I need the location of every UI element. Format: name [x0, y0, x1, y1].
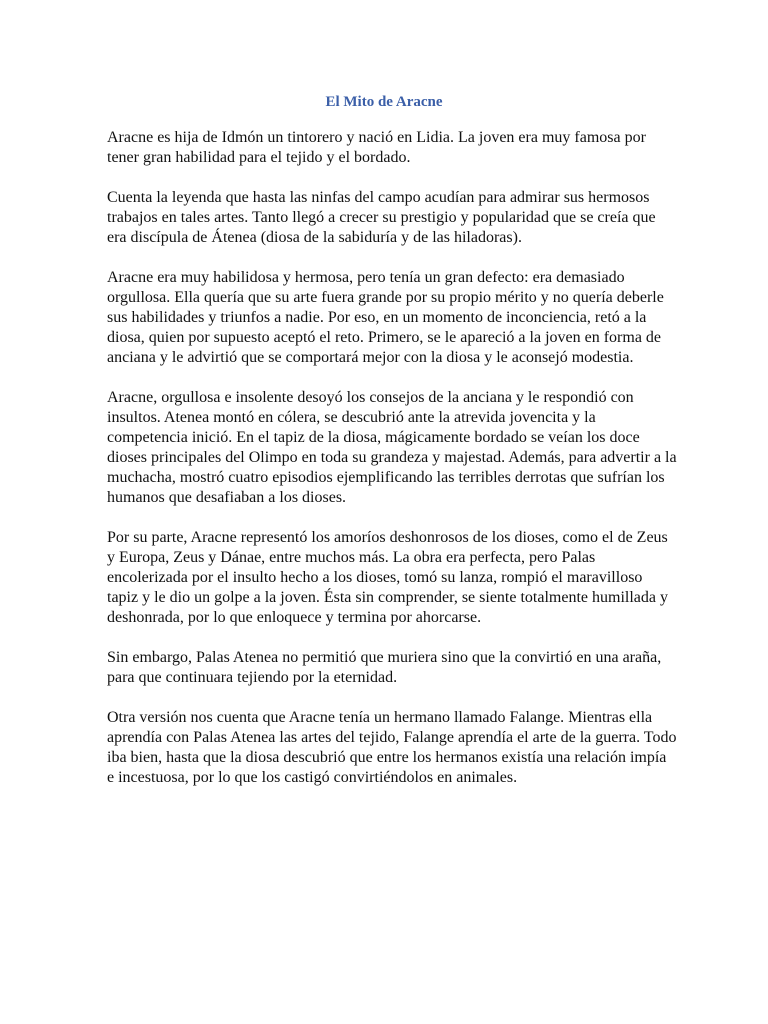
paragraph-6: Sin embargo, Palas Atenea no permitió que muriera sino que la convirtió en una araña, para que continuara tejiendo por la eternidad. — [107, 649, 662, 686]
paragraph-2: Cuenta la leyenda que hasta las ninfas del campo acudían para admirar sus hermosos trabajos en tales artes. Tanto llegó a crecer su prestigio y popularidad que se creía que era discípula de Átenea (diosa de la sabiduría y de las hiladoras). — [107, 189, 656, 246]
paragraph-5: Por su parte, Aracne representó los amoríos deshonrosos de los dioses, como el de Zeus y Europa, Zeus y Dánae, entre muchos más. La obra era perfecta, pero Palas encolerizada por el insulto hecho a los dioses, tomó su lanza, rompió el maravilloso tapiz y le dio un golpe a la joven. Ésta sin comprender, se siente totalmente humillada y deshonrada, por lo que enloquece y termina por ahorcarse. — [107, 529, 668, 626]
paragraph-1: Aracne es hija de Idmón un tintorero y nació en Lidia. La joven era muy famosa por tener gran habilidad para el tejido y el bordado. — [107, 129, 646, 166]
document-title: El Mito de Aracne — [325, 94, 443, 110]
document-body — [107, 128, 677, 808]
paragraph-4: Aracne, orgullosa e insolente desoyó los consejos de la anciana y le respondió con insultos. Atenea montó en cólera, se descubrió ante la atrevida jovencita y la competencia inició. En el tapiz de la diosa, mágicamente bordado se veían los doce dioses principales del Olimpo en toda su grandeza y majestad. Además, para advertir a la muchacha, mostró cuatro episodios ejemplificando las terribles derrotas que sufrían los humanos que desafiaban a los dioses. — [107, 389, 677, 506]
paragraph-7: Otra versión nos cuenta que Aracne tenía un hermano llamado Falange. Mientras ella aprendía con Palas Atenea las artes del tejido, Falange aprendía el arte de la guerra. Todo iba bien, hasta que la diosa descubrió que entre los hermanos existía una relación impía e incestuosa, por lo que los castigó convirtiéndolos en animales. — [107, 709, 677, 786]
paragraph-3: Aracne era muy habilidosa y hermosa, pero tenía un gran defecto: era demasiado orgullosa. Ella quería que su arte fuera grande por su propio mérito y no quería deberle sus habilidades y triunfos a nadie. Por eso, en un momento de inconciencia, retó a la diosa, quien por supuesto aceptó el reto. Primero, se le apareció a la joven en forma de anciana y le advirtió que se comportará mejor con la diosa y le aconsejó modestia. — [107, 269, 664, 366]
